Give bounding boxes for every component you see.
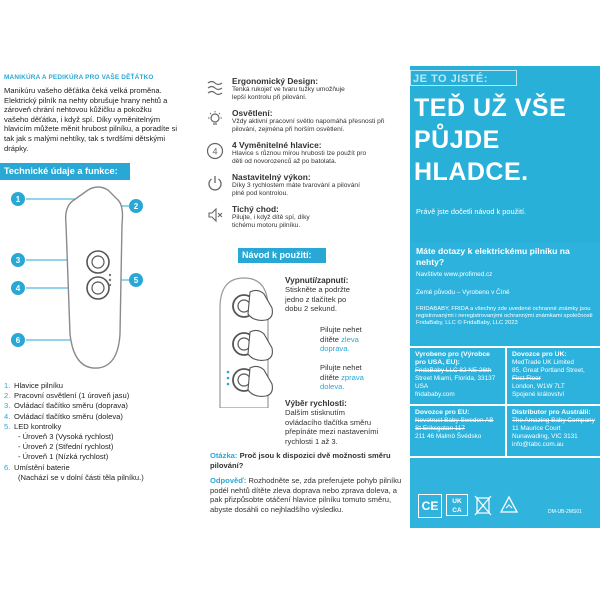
four-heads-icon: [206, 142, 224, 160]
four-heads-icon-digit: 4: [212, 146, 218, 157]
hero-title: TEĎ UŽ VŠE PŮJDE HLADCE.: [414, 94, 567, 186]
contact-box: [410, 242, 600, 346]
part-2: 2. Pracovní osvětlení (1 úroveň jasu): [4, 391, 130, 401]
origin: Země původu – Vyrobeno v Číně: [416, 289, 510, 296]
step-power: Vypnutí/zapnutí: Stiskněte a podržte jedno z tlačítek po dobu 2 sekund.: [285, 276, 351, 314]
step-speed: Výběr rychlosti: Dalším stisknutím ovládacího tlačítka směru přepínáte mezi nastaveními rychlosti 1 až 3.: [285, 399, 379, 446]
callout-6-label: 6: [15, 336, 21, 345]
badge: JE TO JISTÉ:: [410, 70, 517, 86]
callout-5-label: 5: [133, 276, 139, 285]
product-code: DM-UB-2MS01: [548, 509, 582, 515]
tech-specs-banner: Technické údaje a funkce:: [0, 163, 130, 180]
part-3: 3. Ovládací tlačítko směru (doprava): [4, 401, 128, 411]
feature-power: Nastavitelný výkon: Díky 3 rychlostem máte tvarování a pilování plně pod kontrolou.: [232, 172, 360, 198]
feature-light: Osvětlení: Vždy aktivní pracovní světlo napomáhá přesnosti při pilování, zejména při horším osvětlení.: [232, 108, 385, 134]
weee-bin-icon: [474, 494, 492, 516]
part-6-note: (Nachází se v dolní části těla pilníku.): [18, 472, 144, 482]
ukca-mark: UK CA: [446, 494, 468, 516]
callout-3-label: 3: [15, 256, 21, 265]
quiet-icon: [206, 206, 224, 224]
marks-box: [410, 458, 600, 528]
intro-title: MANIKÚRA A PEDIKÚRA PRO VAŠE DĚŤÁTKO: [4, 74, 154, 81]
power-icon: [206, 174, 224, 192]
feature-quiet: Tichý chod: Pilujte, i když dítě spí, díky tichému motoru pilníku.: [232, 204, 310, 230]
parts-list: [4, 381, 204, 483]
feature-heads: 4 Vyměnitelné hlavice: Hlavice s různou mírou hrubosti lze použít pro děti od novorozenců až po batolata.: [232, 140, 367, 166]
device-diagram: [0, 184, 210, 376]
address-usa: Vyrobeno pro (Výrobce pro USA, EU): FridaBaby LLC 82 NE 26th Street Miami, Florida, 33137 USA fridababy.com: [410, 348, 505, 404]
faq-answer: Odpověď: Rozhodněte se, zda preferujete pohyb pilníku podél nehtů dítěte zleva doprava nebo zprava doleva, a pak přizpůsobte otáčení hlavice pilníku tomuto směru, abyste dosáhli co nejhladšího výsledku.: [210, 476, 402, 514]
led-level-2: - Úroveň 2 (Střední rychlost): [18, 442, 114, 452]
callout-4-label: 4: [15, 284, 21, 293]
contact-question: Máte dotazy k elektrickému pilníku na nehty?: [416, 246, 570, 267]
hero-subtitle: Právě jste dočetli návod k použití.: [416, 207, 527, 216]
address-australia: Distributor pro Austrálii: The Amazing Baby Company 11 Maurice Court Nunawading, VIC 3131 info@tabc.com.au: [507, 406, 600, 456]
callout-1-label: 1: [15, 195, 21, 204]
ergonomic-icon: [206, 78, 224, 96]
step-right-to-left: Pilujte nehet dítěte zprava doleva.: [320, 363, 364, 392]
finger-rotate-icon-left: [260, 322, 290, 352]
faq-question: Otázka: Proč jsou k dispozici dvě možnosti směru pilování?: [210, 451, 391, 470]
part-4: 4. Ovládací tlačítko směru (doleva): [4, 411, 123, 421]
contact-visit: Navštivte www.profimed.cz: [416, 271, 493, 278]
step-left-to-right: Pilujte nehet dítěte zleva doprava.: [320, 325, 362, 354]
led-level-3: - Úroveň 3 (Vysoká rychlost): [18, 432, 114, 442]
rcm-mark-icon: [498, 494, 520, 516]
address-eu: Dovozce pro EU: Novotrust Baby Sweden AB St Eriksgatan 117 211 46 Malmö Švédsko: [410, 406, 505, 456]
part-1: 1. Hlavice pilníku: [4, 381, 63, 390]
ce-mark: CE: [418, 494, 442, 518]
part-6: 6. Umístění baterie: [4, 462, 70, 472]
address-uk: Dovozce pro UK: MedTrade UK Limited 85, Great Portland Street, First Floor London, W1W 7LT Spojené království: [507, 348, 600, 404]
part-5: 5. LED kontrolky: [4, 421, 62, 431]
light-icon: [206, 110, 224, 128]
intro-text: Manikúru vašeho děťátka čeká velká proměna. Elektrický pilník na nehty obrušuje hrany nehtů a zároveň chrání nehtovou kůžičku a pokožku vašeho děťátka, i když spí. Díky vyměnitelným hlavicím můžete měnit hrubost pilníku, a poradíte si tak jak s malými nehtíky, tak s tvrdšími dětskými drápky.: [4, 86, 178, 153]
guide-banner: Návod k použití:: [238, 248, 326, 263]
trademark: FRIDABABY, FRIDA a všechny zde uvedené ochranné známky jsou registrovanými i neregistrovanými ochrannými známkami společnosti FridaBaby, LLC © FridaBaby, LLC 2023: [416, 306, 593, 327]
callout-2-label: 2: [133, 202, 139, 211]
feature-ergonomic: Ergonomický Design: Tenká rukojeť ve tvaru tužky umožňuje lepší kontrolu při pilování.: [232, 76, 345, 102]
led-level-1: - Úroveň 1 (Nízká rychlost): [18, 452, 109, 462]
